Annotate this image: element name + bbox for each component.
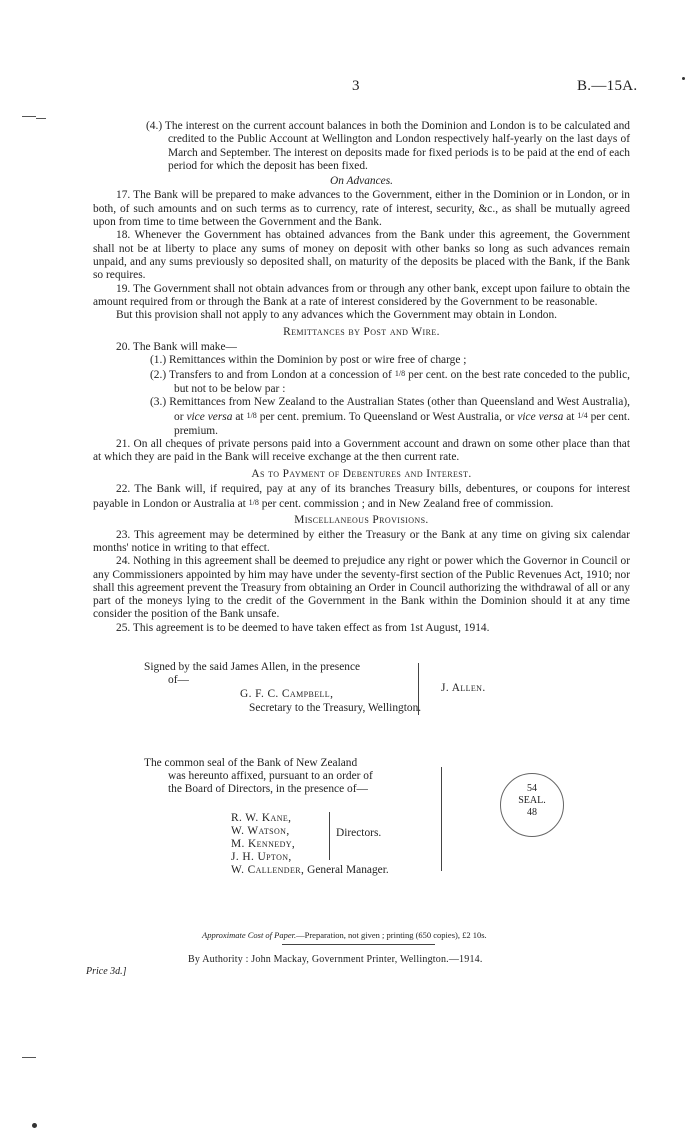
- heading-remittances: Remittances by Post and Wire.: [283, 326, 440, 339]
- seal-clause-line: The common seal of the Bank of New Zealand: [144, 757, 358, 769]
- remittance-item-3-text-c: per cent. premium. To Queensland or West Australia, or: [259, 411, 515, 424]
- general-manager: [231, 864, 389, 877]
- remittance-item-3: [93, 396, 630, 438]
- signatory-name: J. Allen.: [441, 682, 486, 694]
- price: Price 3d.]: [86, 966, 127, 977]
- paragraph-22-text: 22. The Bank will, if required, pay at any of its branches Treasury bills, debentures, or coupons for interest payable in London or Australia at: [93, 482, 630, 511]
- fraction: 1/8: [394, 369, 406, 379]
- seal-clause-line: was hereunto affixed, pursuant to an order of: [168, 770, 373, 782]
- director-name: R. W. Kane,: [231, 812, 292, 824]
- paragraph-20: 20. The Bank will make—: [116, 340, 237, 353]
- paragraph-22: [93, 483, 630, 512]
- paragraph-19-proviso: But this provision shall not apply to any advances which the Government may obtain in London.: [116, 309, 557, 322]
- director-name: M. Kennedy,: [231, 838, 296, 850]
- heading-debentures: As to Payment of Debentures and Interest.: [251, 468, 472, 481]
- director-name: W. Watson,: [231, 825, 290, 837]
- bank-seal: [500, 773, 564, 837]
- margin-mark: [22, 116, 36, 117]
- fraction: 1/8: [246, 411, 257, 421]
- margin-dot: [682, 77, 685, 80]
- brace: [329, 812, 335, 860]
- cost-text: —Preparation, not given ; printing (650 copies), £2 10s.: [296, 930, 487, 940]
- paragraph-17: 17. The Bank will be prepared to make advances to the Government, either in the Dominion or in London, or in both, of such amounts and on such terms as to currency, rate of interest, security, &c., as shall be mutually agreed upon from time to time between the Government and the Bank.: [93, 189, 630, 229]
- signature-line: Signed by the said James Allen, in the presence: [144, 661, 361, 673]
- directors-label: Directors.: [336, 827, 382, 839]
- remittance-item-3-text-e: per cent. premium.: [174, 411, 630, 437]
- divider: [282, 944, 435, 945]
- document-reference: B.—15A.: [577, 78, 638, 94]
- remittance-item-3-text-b: at: [235, 411, 244, 424]
- signature-line: of—: [168, 674, 189, 686]
- clause-4-text: The interest on the current account balances in both the Dominion and London is to be calculated and credited to the Public Account at Wellington and London respectively half-yearly on the last days of March and September. The interest on deposits made for fixed periods is to be paid at the end of each period for which the deposit has been fixed.: [164, 120, 630, 172]
- printer-authority: By Authority : John Mackay, Government Printer, Wellington.—1914.: [188, 954, 483, 965]
- paragraph-21: 21. On all cheques of private persons paid into a Government account and drawn on some other place than that at which they are paid in the Bank will receive exchange at the then current rate.: [93, 437, 630, 464]
- cost-of-paper: [202, 929, 487, 942]
- remittance-item-3-text-d: at: [566, 411, 575, 424]
- seal-line: 54: [527, 783, 537, 794]
- cost-label: Approximate Cost of Paper.: [202, 930, 297, 940]
- remittance-item-1: (1.) Remittances within the Dominion by post or wire free of charge ;: [150, 354, 467, 367]
- clause-4-number: (4.): [146, 120, 163, 132]
- remittance-item-3-text: (3.) Remittances from New Zealand to the Australian States (other than Queensland and West Australia), or: [150, 395, 630, 424]
- page-number: 3: [352, 78, 360, 94]
- paragraph-23: 23. This agreement may be determined by either the Treasury or the Bank at any time on giving six calendar months' notice in writing to that effect.: [93, 528, 630, 554]
- remittance-item-2: [93, 367, 630, 396]
- fraction: 1/4: [577, 411, 588, 421]
- seal-clause-line: the Board of Directors, in the presence of—: [168, 783, 368, 795]
- document-body: [93, 120, 630, 635]
- signature-block-minister: [144, 661, 516, 719]
- paragraph-24: 24. Nothing in this agreement shall be deemed to prejudice any right or power which the Governor in Council or any Commissioners appointed by him may have under the seventy-first section of the Public Revenues Act, 1910; nor shall this agreement prevent the Treasury from obtaining an Order in Council authorizing the withdrawal of all or any part of the moneys lying to the credit of the Government in the Bank within the Dominion should it at any time consider the position of the Bank unsafe.: [93, 555, 630, 621]
- remittance-item-2-text-cont: per cent. on the best rate conceded to the public, but not to be below par :: [174, 369, 630, 395]
- witness-name: G. F. C. Campbell,: [240, 688, 334, 700]
- margin-dot: [32, 1123, 37, 1128]
- brace: [412, 663, 419, 715]
- margin-mark: [22, 1057, 36, 1058]
- vice-versa-term: vice versa: [186, 411, 233, 424]
- margin-mark: [36, 118, 46, 119]
- vice-versa-term: vice versa: [517, 411, 564, 424]
- paragraph-25: 25. This agreement is to be deemed to have taken effect as from 1st August, 1914.: [116, 621, 490, 634]
- heading-on-advances: On Advances.: [329, 175, 394, 188]
- paragraph-19: 19. The Government shall not obtain advances from or through any other bank, except upon failure to obtain the amount required from or through the Bank at a rate of interest considered by the Government to be reasonable.: [93, 282, 630, 308]
- heading-miscellaneous: Miscellaneous Provisions.: [294, 514, 429, 527]
- clause-4: [93, 120, 630, 173]
- seal-line: 48: [527, 807, 537, 818]
- witness-title: Secretary to the Treasury, Wellington.: [249, 702, 422, 714]
- manager-name: W. Callender,: [231, 864, 305, 876]
- director-name: J. H. Upton,: [231, 851, 292, 863]
- paragraph-22-text-cont: per cent. commission ; and in New Zealand free of commission.: [261, 498, 554, 511]
- brace: [436, 767, 442, 871]
- fraction: 1/8: [248, 498, 259, 508]
- paragraph-18: 18. Whenever the Government has obtained advances from the Bank under this agreement, the Government shall not be at liberty to place any sums of money on deposit with other banks so long as such advances remain unpaid, and any sums previously so deposited shall, on maturity of the deposits be placed with the Bank, if the Bank so requires.: [93, 229, 630, 282]
- seal-line: SEAL.: [518, 795, 546, 806]
- manager-title: General Manager.: [307, 864, 389, 876]
- remittance-item-2-text: (2.) Transfers to and from London at a concession of: [150, 369, 392, 382]
